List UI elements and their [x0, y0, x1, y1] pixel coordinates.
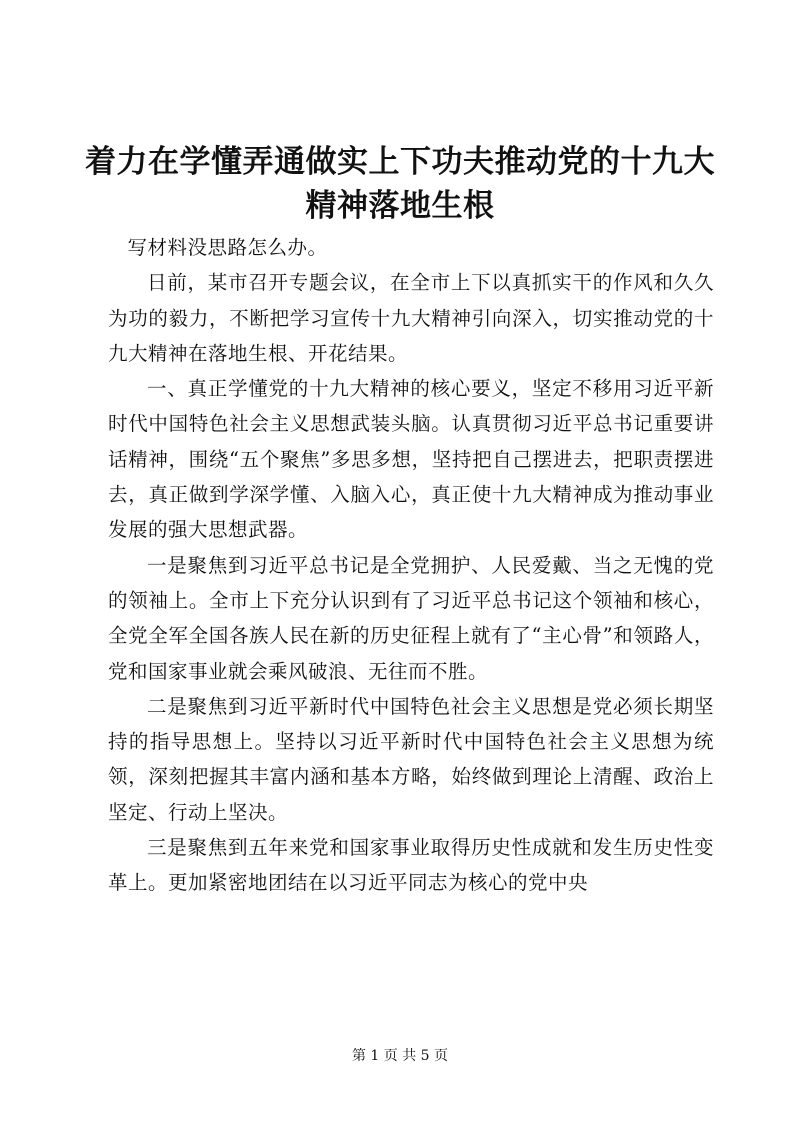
paragraph: 三是聚焦到五年来党和国家事业取得历史性成就和发生历史性变革上。更加紧密地团结在以习近平同志为核心的党中央 [108, 836, 714, 895]
page-footer: 第 1 页 共 5 页 [351, 1048, 449, 1064]
document-body [108, 230, 714, 901]
paragraph-intro: 写材料没思路怎么办。 [127, 236, 328, 259]
document-title: 着力在学懂弄通做实上下功夫推动党的十九大精神落地生根 [85, 144, 715, 224]
paragraph: 一是聚焦到习近平总书记是全党拥护、人民爱戴、当之无愧的党的领袖上。全市上下充分认识到有了习近平总书记这个领袖和核心，全党全军全国各族人民在新的历史征程上就有了“主心骨”和领路人，党和国家事业就会乘风破浪、无往而不胜。 [108, 553, 714, 683]
paragraph: 一、真正学懂党的十九大精神的核心要义，坚定不移用习近平新时代中国特色社会主义思想武装头脑。认真贯彻习近平总书记重要讲话精神，围绕“五个聚焦”多思多想，坚持把自己摆进去，把职责摆进去，真正做到学深学懂、入脑入心，真正使十九大精神成为推动事业发展的强大思想武器。 [108, 377, 714, 542]
paragraph: 二是聚焦到习近平新时代中国特色社会主义思想是党必须长期坚持的指导思想上。坚持以习近平新时代中国特色社会主义思想为统领，深刻把握其丰富内涵和基本方略，始终做到理论上清醒、政治上坚定、行动上坚决。 [108, 694, 714, 824]
paragraph: 日前，某市召开专题会议，在全市上下以真抓实干的作风和久久为功的毅力，不断把学习宣传十九大精神引向深入，切实推动党的十九大精神在落地生根、开花结果。 [108, 271, 714, 365]
